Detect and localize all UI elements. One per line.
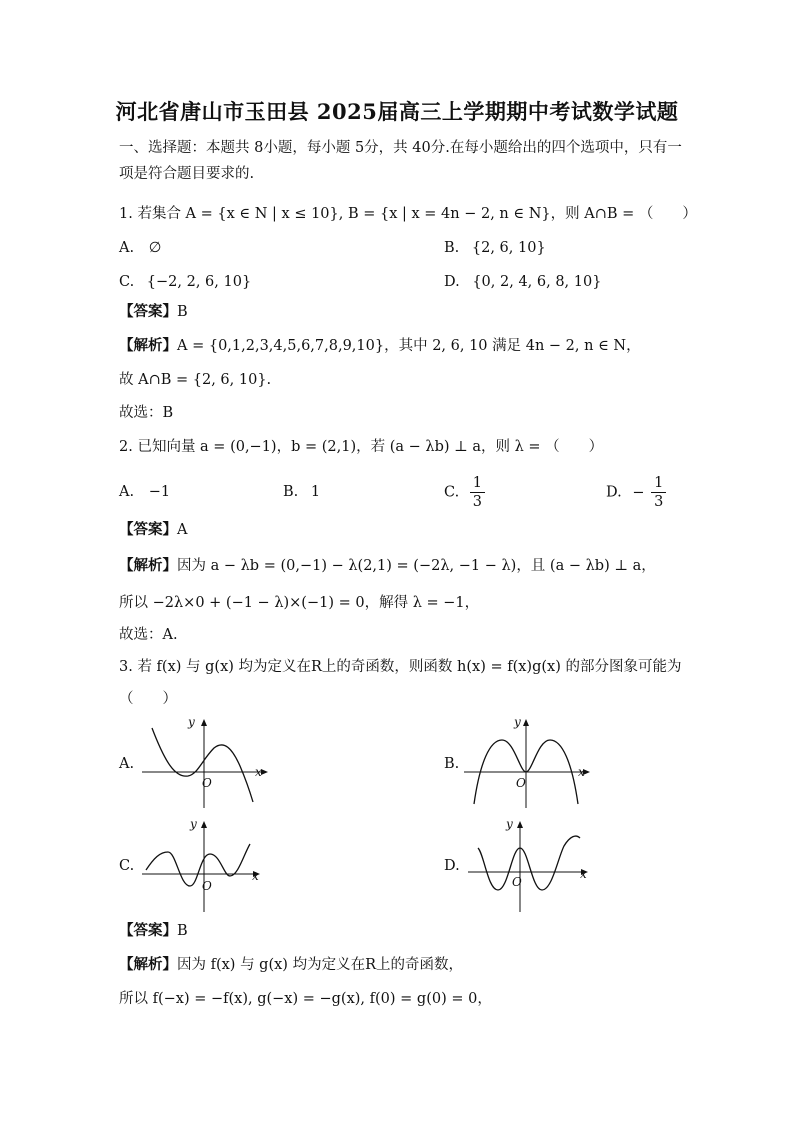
y-axis-label: y: [188, 715, 195, 729]
y-axis-label: y: [190, 817, 197, 831]
q1-option-c: [119, 272, 251, 292]
q1-option-a: [119, 238, 161, 258]
option-text: {2, 6, 10}: [471, 240, 546, 256]
section-intro-line1: 一、选择题：本题共 8小题，每小题 5分，共 40分.在每小题给出的四个选项中，只有一: [119, 140, 682, 156]
q3-graph-b: [462, 712, 602, 812]
option-text: {−2, 2, 6, 10}: [146, 274, 252, 290]
option-sign: −: [632, 484, 645, 501]
analysis-text: 因为 a − λb = (0,−1) − λ(2,1) = (−2λ, −1 − λ)，且 (a − λb) ⊥ a，: [177, 558, 656, 574]
answer-tag: 【答案】: [119, 521, 177, 538]
y-axis-arrow: [517, 821, 523, 828]
q2-analysis-line2: 所以 −2λ×0 + (−1 − λ)×(−1) = 0，解得 λ = −1，: [119, 595, 480, 611]
option-label: B.: [444, 240, 460, 256]
q1-conclusion: 故选：B: [119, 405, 174, 421]
fraction-denominator: 3: [472, 494, 483, 510]
option-label: C.: [119, 274, 135, 290]
analysis-tag: 【解析】: [119, 956, 177, 973]
x-axis-label: x: [255, 765, 262, 779]
option-text: −1: [148, 484, 171, 500]
y-axis-label: y: [506, 817, 513, 831]
x-axis-label: x: [578, 765, 585, 779]
q3-analysis-line1: [119, 955, 463, 975]
y-axis-arrow: [201, 821, 207, 828]
fraction-numerator: 1: [651, 474, 666, 493]
q2-conclusion: 故选：A.: [119, 627, 178, 643]
fraction-denominator: 3: [654, 494, 664, 510]
q3-option-b-label: B.: [444, 756, 460, 772]
q3-graph-d: [466, 814, 606, 914]
analysis-text: A = {0,1,2,3,4,5,6,7,8,9,10}，其中 2, 6, 10 满足 4n − 2, n ∈ N，: [177, 338, 641, 354]
origin-label: O: [512, 875, 522, 889]
q2-option-c: [444, 474, 485, 511]
origin-label: O: [516, 776, 526, 790]
fraction: [651, 474, 666, 511]
curve: [152, 728, 253, 802]
fraction: [470, 474, 485, 511]
q1-answer: [119, 302, 188, 322]
analysis-text: 因为 f(x) 与 g(x) 均为定义在R上的奇函数，: [177, 957, 463, 973]
answer-tag: 【答案】: [119, 922, 177, 939]
option-text: 1: [310, 484, 321, 500]
q3-graph-c: [140, 814, 280, 914]
option-label: C.: [444, 484, 460, 501]
analysis-tag: 【解析】: [119, 557, 177, 574]
q2-stem: 2. 已知向量 a = (0,−1)，b = (2,1)，若 (a − λb) ⊥ a，则 λ = （ ）: [119, 439, 604, 455]
q3-option-a-label: A.: [119, 756, 135, 772]
q3-graph-a: [140, 712, 280, 812]
q1-analysis-line1: [119, 336, 641, 356]
q1-option-b: [444, 238, 546, 258]
x-axis-label: x: [580, 867, 587, 881]
q3-answer: [119, 921, 188, 941]
y-axis-arrow: [201, 719, 207, 726]
q3-analysis-line2: 所以 f(−x) = −f(x), g(−x) = −g(x), f(0) = g(0) = 0，: [119, 991, 492, 1007]
option-text: ∅: [148, 240, 162, 256]
page-title: 河北省唐山市玉田县 2025届高三上学期期中考试数学试题: [115, 99, 679, 124]
answer-value: B: [177, 923, 188, 939]
q3-option-c-label: C.: [119, 858, 135, 874]
option-label: D.: [606, 484, 622, 501]
q1-option-d: [444, 272, 601, 292]
q2-option-b: [283, 482, 320, 502]
y-axis-label: y: [514, 715, 521, 729]
x-axis-label: x: [252, 869, 259, 883]
answer-value: A: [177, 522, 188, 538]
analysis-tag: 【解析】: [119, 337, 177, 354]
x-axis-arrow: [261, 769, 268, 775]
q3-stem-line1: 3. 若 f(x) 与 g(x) 均为定义在R上的奇函数，则函数 h(x) = f(x)g(x) 的部分图象可能为: [119, 659, 682, 675]
answer-value: B: [177, 304, 188, 320]
option-label: A.: [119, 240, 135, 256]
curve: [146, 844, 250, 886]
curve: [478, 836, 580, 890]
option-text: {0, 2, 4, 6, 8, 10}: [472, 274, 602, 290]
origin-label: O: [202, 879, 212, 893]
q3-stem-line2: （ ）: [119, 691, 177, 707]
origin-label: O: [202, 776, 212, 790]
fraction-numerator: 1: [470, 474, 485, 493]
q2-option-d: [606, 474, 666, 511]
y-axis-arrow: [523, 719, 529, 726]
option-label: B.: [283, 484, 299, 500]
option-label: D.: [444, 274, 460, 290]
q1-analysis-line2: 故 A∩B = {2, 6, 10}.: [119, 372, 272, 388]
section-intro-line2: 项是符合题目要求的.: [119, 166, 255, 182]
q3-option-d-label: D.: [444, 858, 460, 874]
q2-option-a: [119, 482, 170, 502]
q2-analysis-line1: [119, 556, 656, 576]
answer-tag: 【答案】: [119, 303, 177, 320]
q1-stem: 1. 若集合 A = {x ∈ N | x ≤ 10}, B = {x | x = 4n − 2, n ∈ N}，则 A∩B = （ ）: [119, 206, 697, 222]
option-label: A.: [119, 484, 135, 500]
q2-answer: [119, 520, 187, 540]
